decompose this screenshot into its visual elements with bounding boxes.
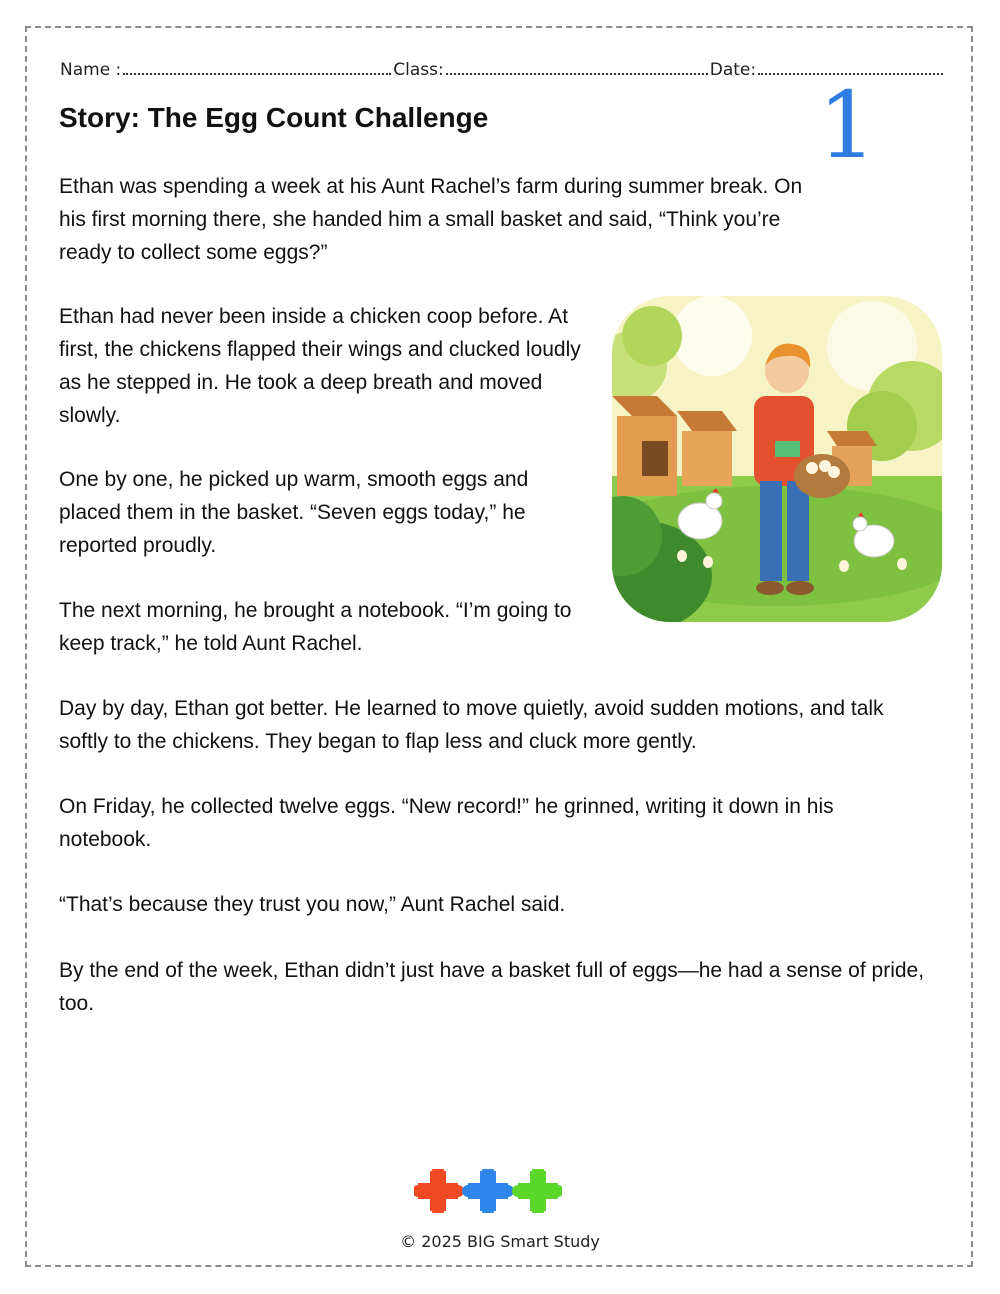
copyright-footer: © 2025 BIG Smart Study [400, 1232, 600, 1251]
class-label: Class: [393, 60, 444, 80]
story-paragraph-1: Ethan was spending a week at his Aunt Rachel’s farm during summer break. On his first morning there, she handed him a small basket and said, “Think you’re ready to collect some eggs?” [59, 175, 803, 264]
green-puzzle-icon [512, 1169, 562, 1213]
story-paragraph-7: “That’s because they trust you now,” Aunt Rachel said. [59, 893, 566, 916]
story-illustration [612, 296, 942, 622]
name-field-line[interactable] [123, 73, 391, 75]
story-paragraph-6: On Friday, he collected twelve eggs. “New record!” he grinned, writing it down in his notebook. [59, 795, 834, 851]
page-number: 1 [818, 72, 877, 179]
story-title: Story: The Egg Count Challenge [59, 102, 489, 133]
name-label: Name : [60, 60, 122, 80]
date-label: Date: [709, 60, 757, 80]
story-paragraph-5: Day by day, Ethan got better. He learned to move quietly, avoid sudden motions, and talk softly to the chickens. They began to flap less and cluck more gently. [59, 697, 884, 753]
story-paragraph-2: Ethan had never been inside a chicken coop before. At first, the chickens flapped their wings and clucked loudly as he stepped in. He took a deep breath and moved slowly. [59, 305, 581, 427]
brand-logo [414, 1169, 562, 1213]
story-paragraph-3: One by one, he picked up warm, smooth eggs and placed them in the basket. “Seven eggs today,” he reported proudly. [59, 468, 529, 557]
red-puzzle-icon [414, 1169, 464, 1213]
story-paragraph-4: The next morning, he brought a notebook. “I’m going to keep track,” he told Aunt Rachel. [59, 599, 572, 655]
student-info-header [60, 54, 945, 80]
story-paragraph-8: By the end of the week, Ethan didn’t just have a basket full of eggs—he had a sense of pride, too. [59, 959, 925, 1015]
blue-puzzle-icon [462, 1169, 514, 1213]
farm-scene-image [612, 296, 942, 622]
class-field-line[interactable] [446, 73, 708, 75]
